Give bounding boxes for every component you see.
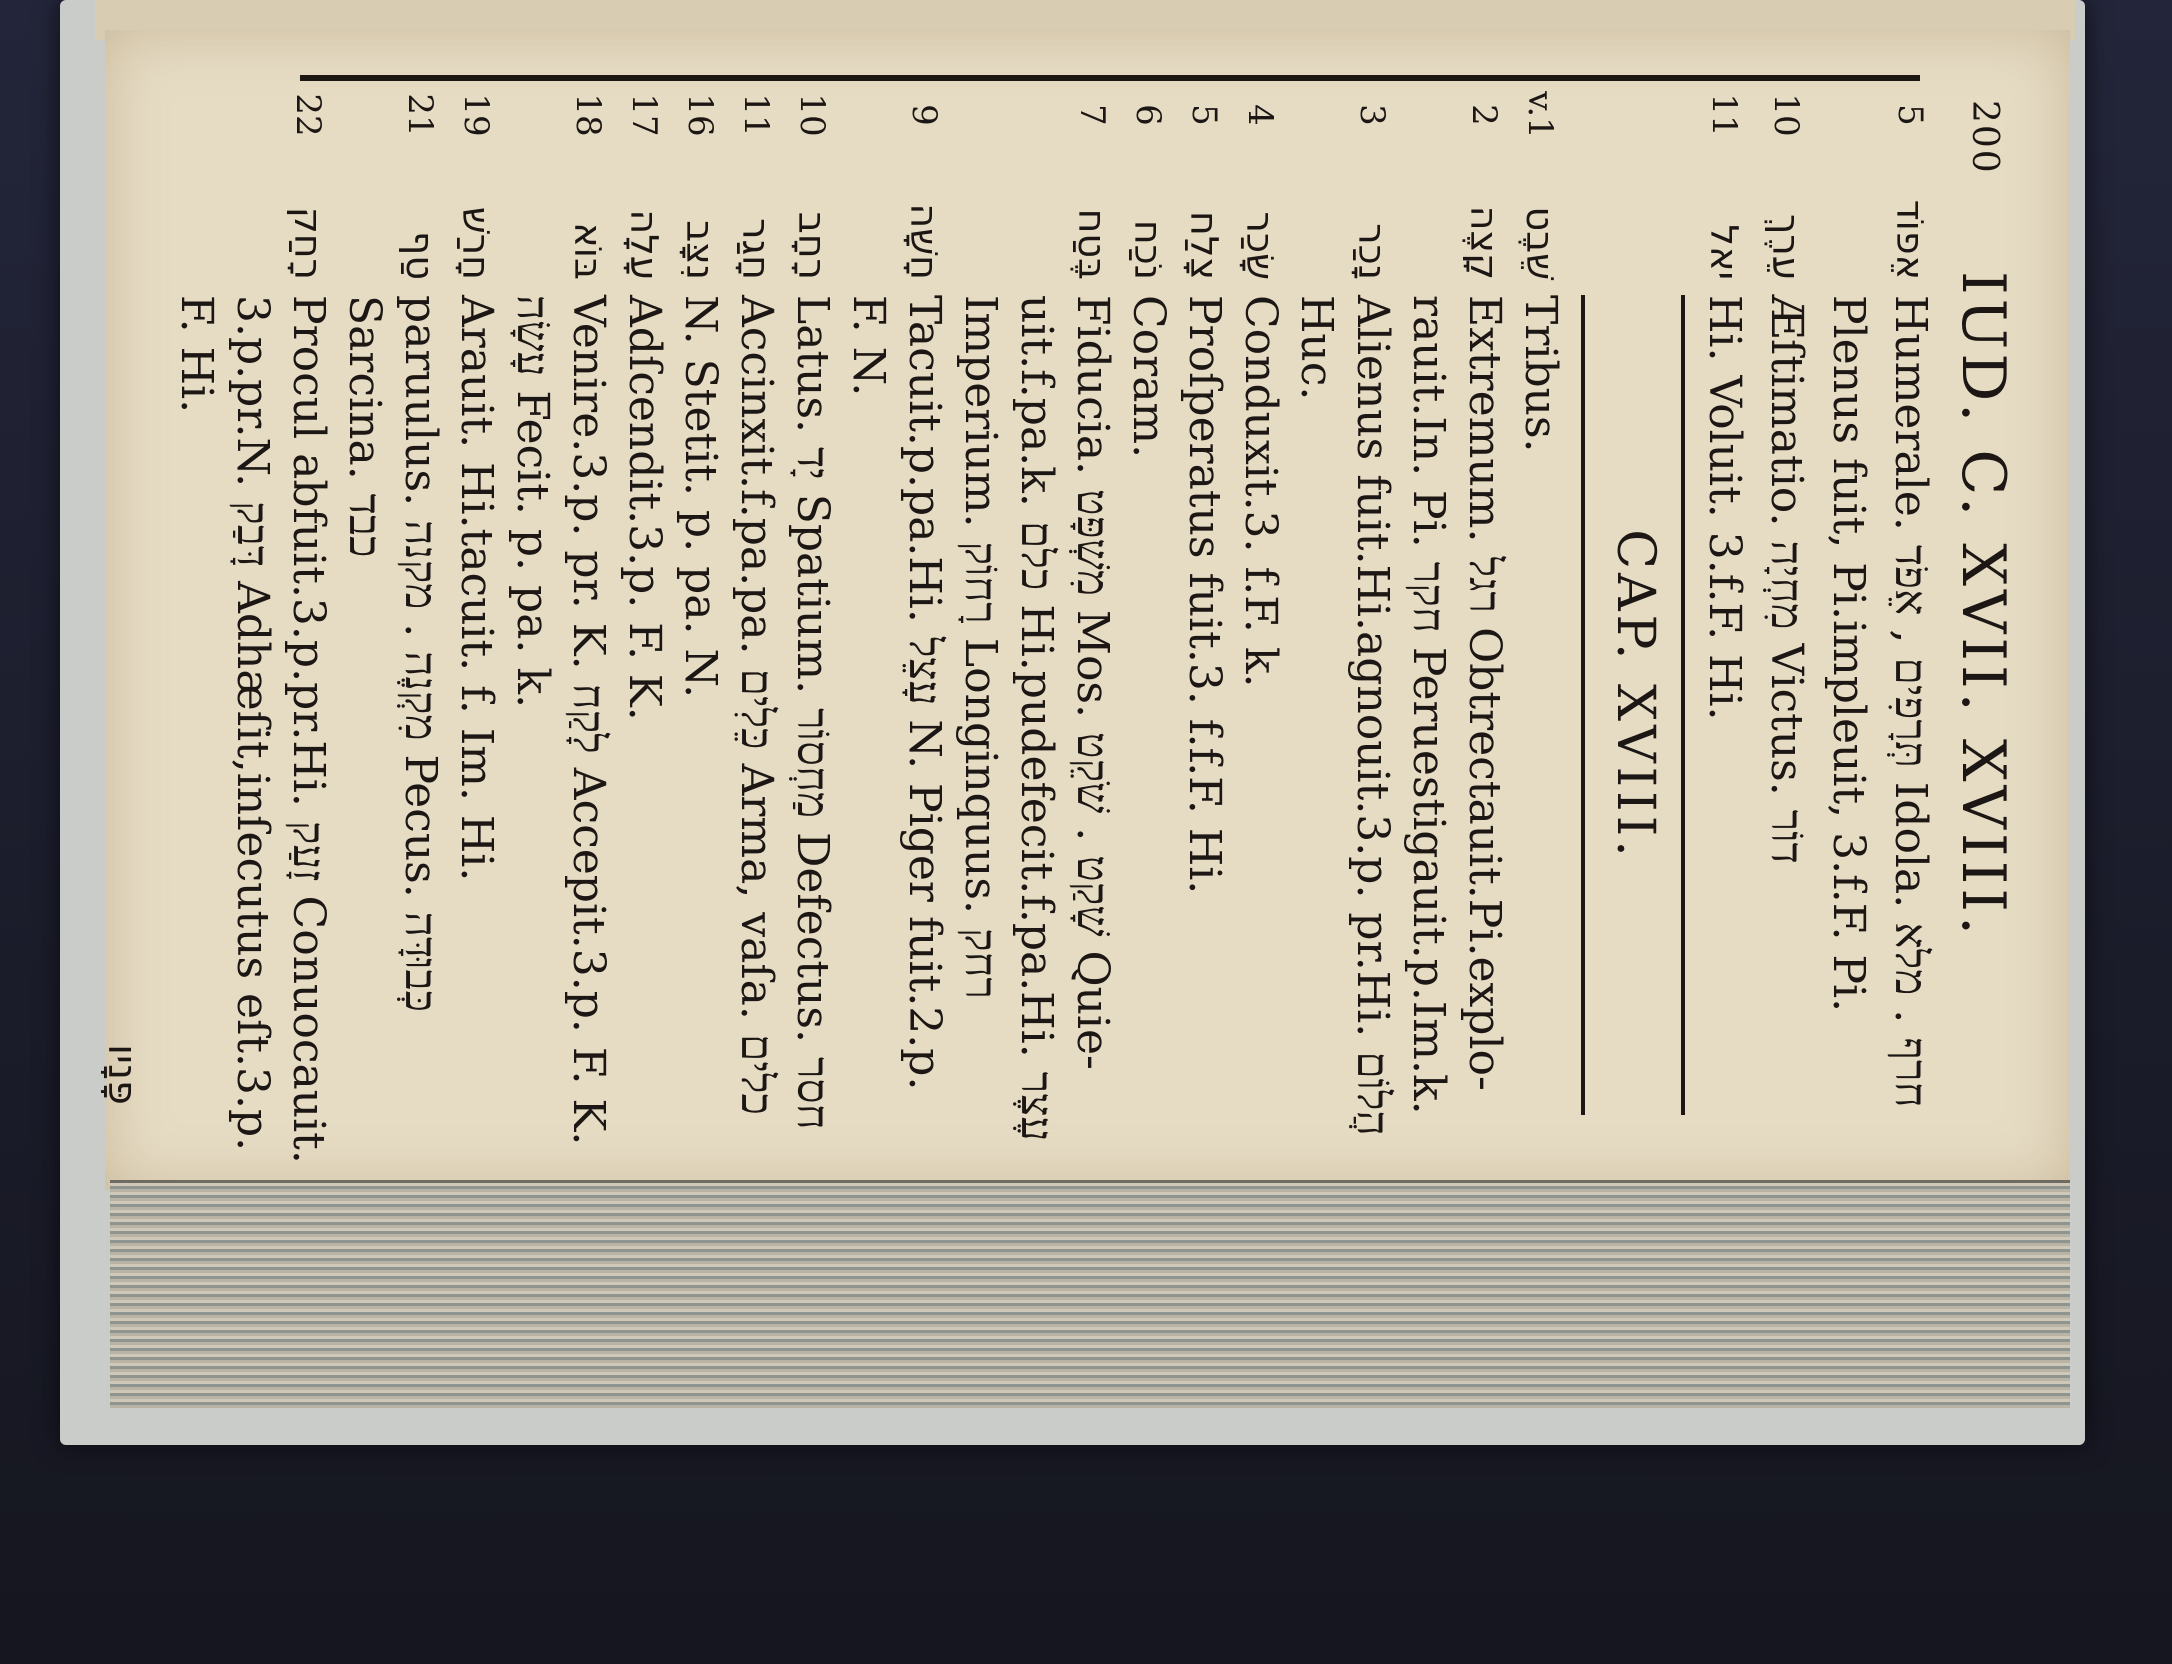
hebrew-headword: יאל xyxy=(1702,224,1746,280)
list-item xyxy=(1230,75,1290,1135)
entry-gloss: rauit.In. Pi. חקר Peruestigauit.p.Im.k. xyxy=(1403,295,1454,1115)
verse-number: 19 xyxy=(456,93,496,137)
list-item xyxy=(782,75,842,1135)
list-item xyxy=(1174,75,1234,1135)
verse-number: v.1 xyxy=(1520,91,1560,139)
hebrew-headword: טַף xyxy=(398,231,442,280)
list-item xyxy=(894,75,954,1135)
list-item xyxy=(1818,75,1878,1135)
entry-gloss: Arauit. Hi.tacuit. f. Im. Hi. xyxy=(451,295,502,882)
list-item xyxy=(1880,75,1940,1135)
hebrew-headword: נָכַר xyxy=(1350,223,1394,280)
entry-gloss: Humerale. תְּרָפִים , אֵפֹד Idola. חרף . מלא xyxy=(1885,295,1936,1108)
entry-gloss: Procul abfuit.3.p.pr.Hi. זָעַק Conuocauit. xyxy=(283,295,334,1164)
catchword: פָּנָיו xyxy=(99,1044,145,1105)
entry-gloss: F. N. xyxy=(843,295,894,397)
entry-gloss: עָשָׂה Fecit. p. pa. k. xyxy=(507,295,558,709)
list-item xyxy=(166,75,226,1135)
verse-number: 17 xyxy=(624,93,664,137)
hebrew-headword: רָחָב xyxy=(790,211,834,280)
entry-gloss: Conduxit.3. f.F. k. xyxy=(1235,295,1286,688)
entry-gloss: Tacuit.p.pa.Hi. עָצֵל N. Piger fuit.2.p. xyxy=(899,295,950,1091)
verse-number: 16 xyxy=(680,93,720,137)
verse-number: 3 xyxy=(1352,104,1392,126)
hebrew-headword: חָגַר xyxy=(734,218,778,280)
verse-number: 7 xyxy=(1072,104,1112,126)
hebrew-headword: עֵרֶךְ xyxy=(1764,213,1808,280)
verse-number: 4 xyxy=(1240,104,1280,126)
entry-gloss: uit.f.pa.k. כלם Hi.pudefecit.f.pa.Hi. עֶצֶר xyxy=(1011,295,1062,1142)
verse-number: 18 xyxy=(568,93,608,137)
verse-number: 9 xyxy=(904,104,944,126)
verse-number: 10 xyxy=(792,93,832,137)
entry-gloss: Venire.3.p. pr. K. לָקַח Accepit.3.p. F. K. xyxy=(563,295,614,1146)
entry-gloss: Huc. xyxy=(1291,295,1342,401)
entry-gloss: Imperium. רָחוֹק Longinquus. רחק xyxy=(955,295,1006,1000)
verse-number: 5 xyxy=(1184,104,1224,126)
list-item xyxy=(390,75,450,1135)
list-item xyxy=(1342,75,1402,1135)
hebrew-headword: צָלַח xyxy=(1182,211,1226,280)
verse-number: 21 xyxy=(400,93,440,137)
list-item xyxy=(838,75,898,1135)
list-item xyxy=(1286,75,1346,1135)
entry-gloss: Coram. xyxy=(1123,295,1174,459)
entry-gloss: Proſperatus fuit.3. f.f.F. Hi. xyxy=(1179,295,1230,895)
verse-number: 5 xyxy=(1890,104,1930,126)
verse-number: 2 xyxy=(1464,104,1504,126)
entry-gloss: Plenus fuit, Pi.impleuit, 3.f.F. Pi. xyxy=(1823,295,1874,1013)
list-item xyxy=(1006,75,1066,1142)
rotated-page-content xyxy=(99,75,2030,1164)
entry-gloss: 3.p.pr.N. דָּבַק Adhæſit,inſecutus eſt.3.p. xyxy=(227,295,278,1152)
hebrew-headword: בּוֹא xyxy=(566,222,610,280)
list-item xyxy=(1062,75,1122,1135)
hebrew-headword: אֵפוֹד xyxy=(1888,199,1932,280)
entry-gloss: F. Hi. xyxy=(171,295,222,414)
list-item xyxy=(446,75,506,1135)
hebrew-headword: שָׂכַר xyxy=(1238,211,1282,280)
hebrew-headword: חָשָׁה xyxy=(902,203,946,280)
list-item xyxy=(1398,75,1458,1135)
page-number: 200 xyxy=(1964,100,2005,175)
chapter-heading: CAP. XVIII. xyxy=(1605,529,1665,861)
entry-gloss: Sarcina. כבד xyxy=(339,295,390,558)
entry-gloss: Hi. Voluit. 3.f.F. Hi. xyxy=(1699,295,1750,721)
hebrew-headword: נִצָּב xyxy=(678,220,722,280)
verse-number: 22 xyxy=(288,93,328,137)
entry-gloss: N. Stetit. p. pa. N. xyxy=(675,295,726,699)
section-divider-bottom xyxy=(1581,295,1585,1115)
hebrew-headword: עָלָה xyxy=(622,209,666,280)
entry-gloss: Alienus fuit.Hi.agnouit.3.p. pr.Hi. הֲלוֹם xyxy=(1347,295,1398,1136)
hebrew-headword: נֹכַח xyxy=(1126,219,1170,280)
page-edges xyxy=(110,1180,2070,1408)
list-item xyxy=(1454,75,1514,1135)
list-item xyxy=(670,75,730,1135)
list-item xyxy=(726,75,786,1135)
hebrew-headword: רָחַק xyxy=(286,206,330,280)
entry-gloss: Extremum. רגל Obtrectauit.Pi.explo- xyxy=(1459,295,1510,1091)
list-item xyxy=(950,75,1010,1135)
hebrew-headword: קָצֶה xyxy=(1462,205,1506,280)
list-item xyxy=(1756,75,1816,1135)
list-item xyxy=(222,75,282,1152)
hebrew-headword: חָרַשׁ xyxy=(454,206,498,280)
hebrew-headword: שֵׁבֶט xyxy=(1518,206,1562,280)
verse-number: 11 xyxy=(1704,93,1744,137)
verse-number: 6 xyxy=(1128,104,1168,126)
entry-gloss: paruulus. מִקְנֶה . מקנה Pecus. כְּבוּדָּה xyxy=(395,295,446,1013)
list-item xyxy=(1694,75,1754,1135)
list-item xyxy=(1118,75,1178,1135)
section-divider-top xyxy=(1681,295,1685,1115)
list-item xyxy=(614,75,674,1135)
entry-gloss: Tribus. xyxy=(1515,295,1566,453)
list-item xyxy=(502,75,562,1135)
entry-gloss: Accinxit.f.pa.pa. כֵּלִים Arma, vaſa. כלים xyxy=(731,295,782,1115)
hebrew-headword: בֶּטַח xyxy=(1070,208,1114,280)
list-item xyxy=(278,75,338,1164)
list-item xyxy=(558,75,618,1146)
list-item xyxy=(334,75,394,1135)
running-title: IUD. C. XVII. XVIII. xyxy=(1948,270,2018,940)
entry-gloss: Fiducia. מִשְׁפָּט Mos. שָׁקַט . שֹׁקֵט Quie- xyxy=(1067,295,1118,1070)
verse-number: 10 xyxy=(1766,93,1806,137)
entry-gloss: Æſtimatio. מִחְיָה Victus. דוֹר xyxy=(1761,295,1812,864)
verse-number: 11 xyxy=(736,93,776,137)
page-header xyxy=(1950,75,2030,1135)
entry-gloss: Latus. יָד Spatium. מַחְסוֹר Defectus. חסר xyxy=(787,295,838,1130)
entry-gloss: Adſcendit.3.p. F. K. xyxy=(619,295,670,721)
list-item xyxy=(1510,75,1570,1135)
